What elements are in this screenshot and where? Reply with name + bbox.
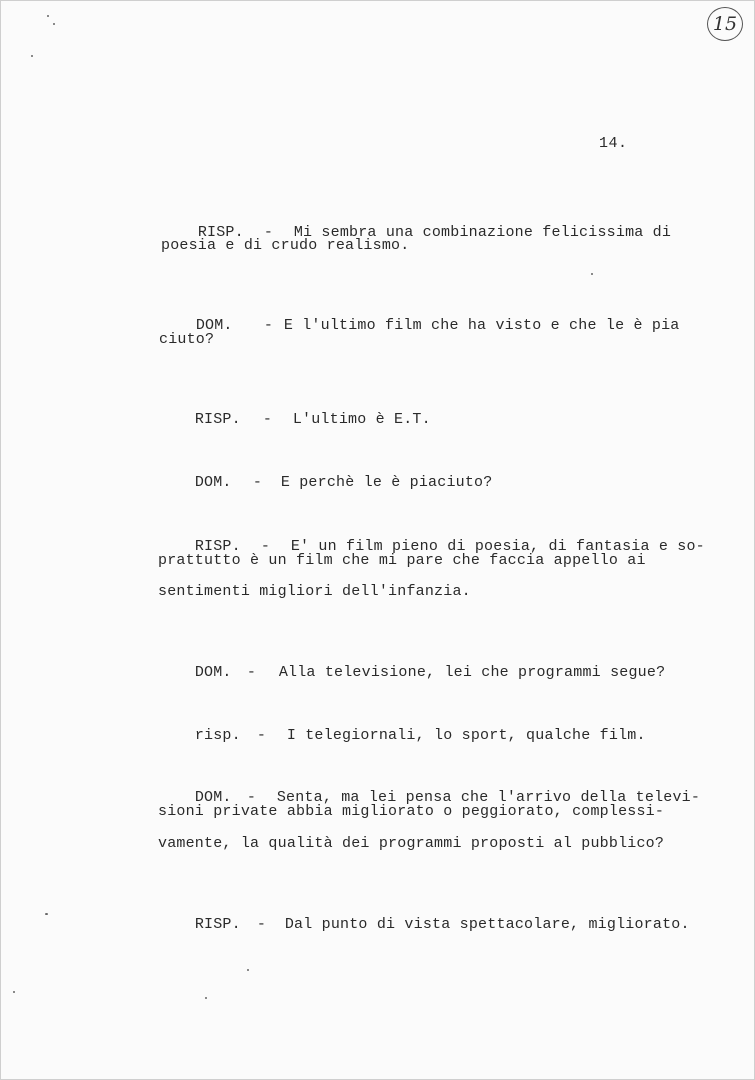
scan-speck [45, 913, 48, 915]
entry-text: E' un film pieno di poesia, di fantasia e so- [290, 538, 705, 555]
entry-continuation: ciuto? [159, 331, 215, 348]
scan-speck [205, 997, 207, 999]
scan-speck [13, 991, 15, 993]
entry-text: Mi sembra una combinazione felicissima di [293, 224, 672, 241]
dash: - [262, 411, 273, 428]
entry-first-line [158, 393, 431, 447]
speaker-label: RISP. [197, 224, 244, 241]
speaker-label: DOM. [194, 664, 232, 681]
entry-text: Dal punto di vista spettacolare, migliorato. [284, 916, 690, 933]
dash: - [246, 664, 257, 681]
scan-speck [53, 23, 55, 25]
page-stamp: 15 [707, 7, 743, 41]
entry-continuation: sioni private abbia migliorato o peggiorato, complessi- [158, 803, 665, 820]
scan-speck [247, 969, 249, 971]
scan-speck [47, 15, 49, 17]
entry-first-line [158, 898, 690, 952]
entry-first-line [158, 646, 665, 700]
speaker-label: risp. [194, 727, 241, 744]
entry-text: E perchè le è piaciuto? [280, 474, 493, 491]
entry-first-line [158, 456, 492, 510]
speaker-label: RISP. [194, 916, 241, 933]
speaker-label: DOM. [194, 789, 232, 806]
entry-first-line [159, 299, 679, 353]
dash: - [256, 916, 267, 933]
entry-text: I telegiornali, lo sport, qualche film. [286, 727, 646, 744]
dash: - [256, 727, 267, 744]
entry-text: Alla televisione, lei che programmi segue? [278, 664, 666, 681]
entry-text: Senta, ma lei pensa che l'arrivo della televi- [276, 789, 701, 806]
dash: - [263, 317, 274, 334]
scan-speck [31, 55, 33, 57]
entry-continuation: prattutto è un film che mi pare che faccia appello ai [158, 552, 646, 569]
entry-text: E l'ultimo film che ha visto e che le è pia [283, 317, 680, 334]
speaker-label: RISP. [194, 538, 241, 555]
speaker-label: RISP. [194, 411, 241, 428]
entry-first-line [158, 709, 646, 763]
speaker-label: DOM. [195, 317, 233, 334]
scan-speck [591, 273, 593, 275]
page-number: 14. [599, 135, 628, 152]
dash: - [252, 474, 263, 491]
entry-continuation: sentimenti migliori dell'infanzia. [158, 583, 471, 600]
dash: - [246, 789, 257, 806]
dash: - [260, 538, 271, 555]
dash: - [263, 224, 274, 241]
speaker-label: DOM. [194, 474, 232, 491]
entry-text: L'ultimo è E.T. [292, 411, 431, 428]
entry-continuation: poesia e di crudo realismo. [161, 237, 410, 254]
entry-continuation: vamente, la qualità dei programmi proposti al pubblico? [158, 835, 665, 852]
